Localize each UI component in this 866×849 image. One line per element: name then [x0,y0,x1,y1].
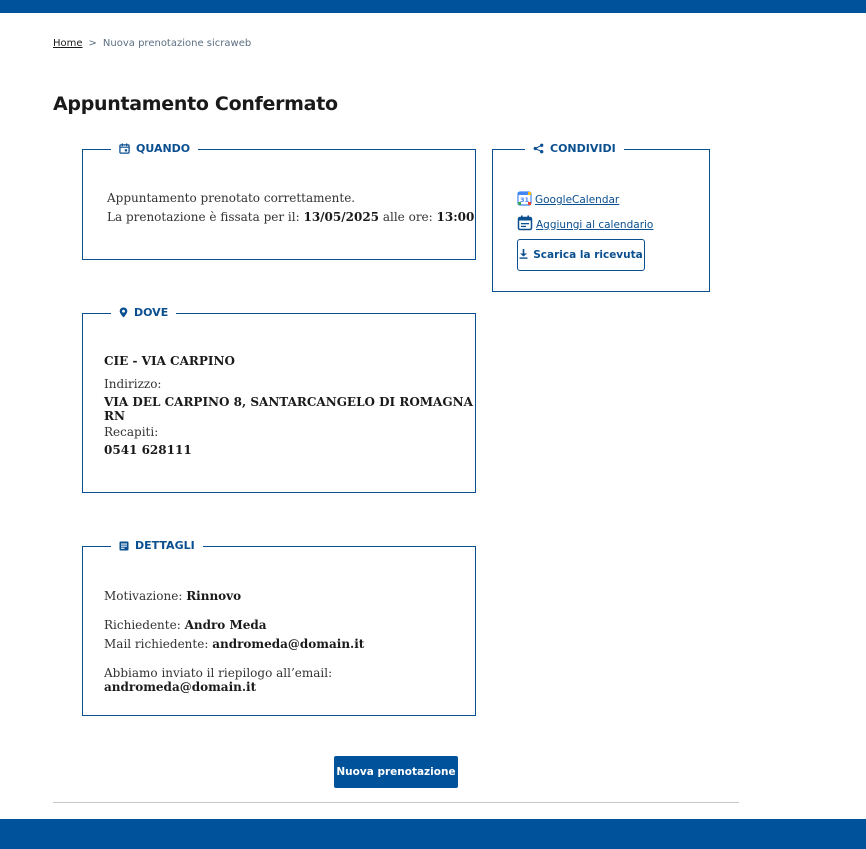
summary-email: andromeda@domain.it [104,680,257,694]
mail-label: Mail richiedente: [104,637,213,651]
dove-title: DOVE [134,306,169,319]
mail-value: andromeda@domain.it [212,637,365,651]
motivation-value: Rinnovo [186,589,242,603]
breadcrumb-current: Nuova prenotazione sicraweb [102,38,252,49]
dove-place-text: CIE - VIA CARPINO [104,354,235,368]
summary-label: Abbiamo inviato il riepilogo all’email: [104,666,333,680]
add-calendar-link[interactable] [517,215,653,234]
quando-time-prefix: alle ore: [379,210,437,224]
add-calendar-label: Aggiungi al calendario [536,218,654,231]
google-calendar-label: GoogleCalendar [535,194,620,206]
dettagli-summary [104,666,475,694]
condividi-box [492,142,710,292]
map-pin-icon [119,307,128,318]
dettagli-requester [104,618,267,632]
calendar-add-icon [517,215,533,234]
requester-value: Andro Meda [184,618,267,632]
quando-legend [111,142,198,155]
google-calendar-icon [517,191,532,209]
dettagli-legend [111,539,203,552]
dove-box [82,306,476,493]
dettagli-box [82,539,476,716]
svg-text:31: 31 [519,196,530,204]
footer-bar [0,819,866,849]
quando-line2 [107,210,474,224]
dove-phone-text: 0541 628111 [104,443,192,457]
dove-phone [104,443,192,457]
dettagli-title: DETTAGLI [135,539,195,552]
dettagli-motivation [104,589,241,603]
calendar-icon [119,143,130,154]
quando-time: 13:00 [436,210,475,224]
page-title: Appuntamento Confermato [53,93,338,115]
download-receipt-button[interactable] [517,239,645,271]
dettagli-mail [104,637,364,651]
google-calendar-link[interactable] [517,191,619,209]
dove-contacts-label: Recapiti: [104,425,159,439]
quando-date: 13/05/2025 [303,210,380,224]
dove-place [104,354,235,368]
quando-line1: Appuntamento prenotato correttamente. [107,191,356,205]
breadcrumb-separator: > [88,38,97,49]
dove-address-label: Indirizzo: [104,377,162,391]
breadcrumb [53,38,251,49]
dove-address-text: VIA DEL CARPINO 8, SANTARCANGELO DI ROMAGNA RN [104,395,473,423]
note-icon [119,541,129,551]
motivation-label: Motivazione: [104,589,187,603]
quando-line2-prefix: La prenotazione è fissata per il: [107,210,304,224]
quando-box [82,142,476,260]
top-bar [0,0,866,13]
dove-legend [111,306,176,319]
condividi-title: CONDIVIDI [550,142,616,155]
download-icon [519,249,528,262]
share-icon [533,143,544,154]
divider [53,802,739,803]
dove-address [104,395,475,423]
requester-label: Richiedente: [104,618,185,632]
new-booking-button[interactable]: Nuova prenotazione [334,756,458,788]
quando-title: QUANDO [136,142,191,155]
condividi-legend [525,142,624,155]
breadcrumb-home-link[interactable]: Home [53,38,83,49]
download-receipt-label: Scarica la ricevuta [533,249,643,261]
